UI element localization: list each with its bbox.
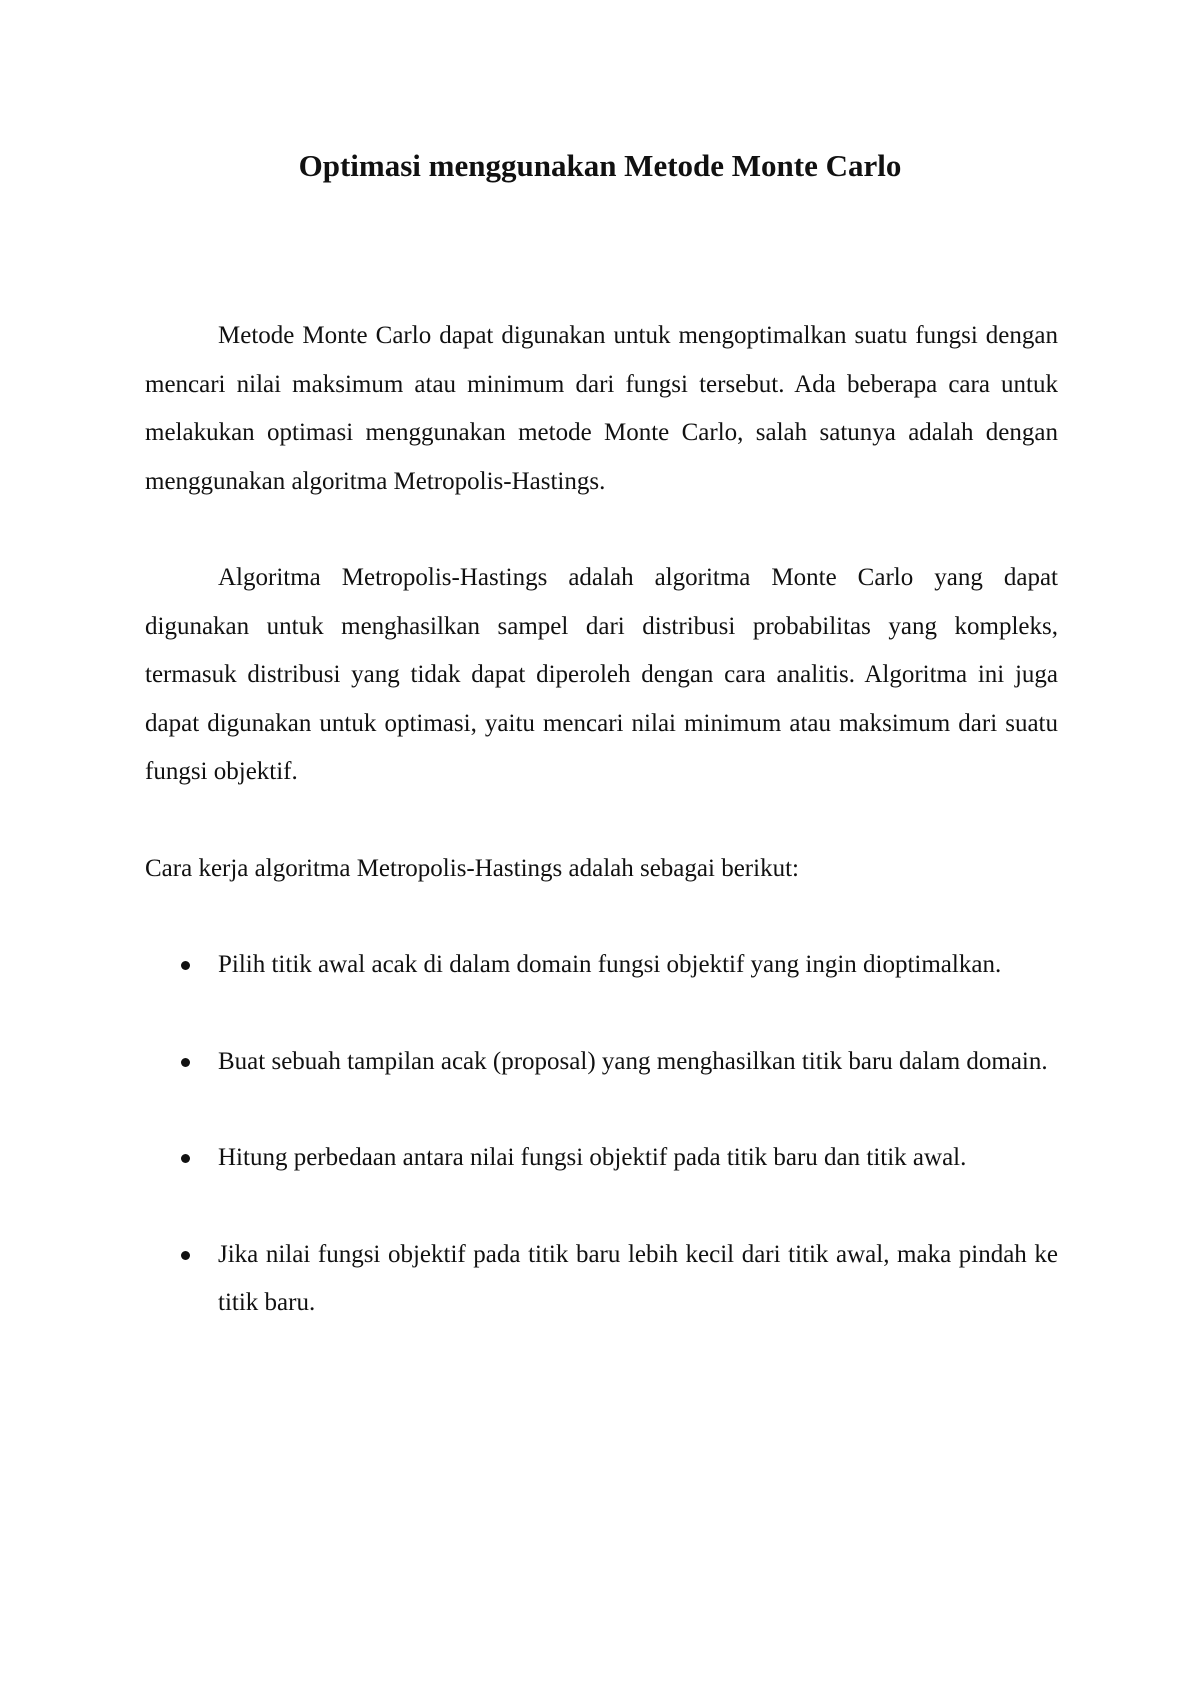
bullet-icon	[181, 1058, 190, 1067]
list-intro: Cara kerja algoritma Metropolis-Hastings adalah sebagai berikut:	[145, 854, 799, 882]
bullet-icon	[181, 1154, 190, 1163]
bullet-icon	[181, 961, 190, 970]
list-item-text: Pilih titik awal acak di dalam domain fungsi objektif yang ingin dioptimalkan.	[218, 951, 1002, 978]
list-item-text: Hitung perbedaan antara nilai fungsi objektif pada titik baru dan titik awal.	[218, 1144, 967, 1171]
paragraph-monte-carlo-intro: Metode Monte Carlo dapat digunakan untuk mengoptimalkan suatu fungsi dengan mencari nilai maksimum atau minimum dari fungsi tersebut. Ada beberapa cara untuk melakukan optimasi menggunakan metode Monte Carlo, salah satunya adalah dengan menggunakan algoritma Metropolis-Hastings.	[145, 322, 1058, 495]
steps-list	[145, 941, 1058, 1328]
list-item-text: Jika nilai fungsi objektif pada titik baru lebih kecil dari titik awal, maka pindah ke titik baru.	[218, 1240, 1058, 1316]
list-item-text: Buat sebuah tampilan acak (proposal) yang menghasilkan titik baru dalam domain.	[218, 1047, 1048, 1075]
paragraph-metropolis-hastings: Algoritma Metropolis-Hastings adalah algoritma Monte Carlo yang dapat digunakan untuk menghasilkan sampel dari distribusi probabilitas yang kompleks, termasuk distribusi yang tidak dapat diperoleh dengan cara analitis. Algoritma ini juga dapat digunakan untuk optimasi, yaitu mencari nilai minimum atau maksimum dari suatu fungsi objektif.	[145, 564, 1058, 785]
document-body	[145, 312, 1058, 1328]
bullet-icon	[181, 1251, 190, 1260]
list-item	[145, 1134, 1058, 1183]
list-item	[145, 1231, 1058, 1328]
list-item	[145, 941, 1058, 990]
document-title: Optimasi menggunakan Metode Monte Carlo	[298, 148, 902, 183]
list-item	[145, 1038, 1058, 1087]
